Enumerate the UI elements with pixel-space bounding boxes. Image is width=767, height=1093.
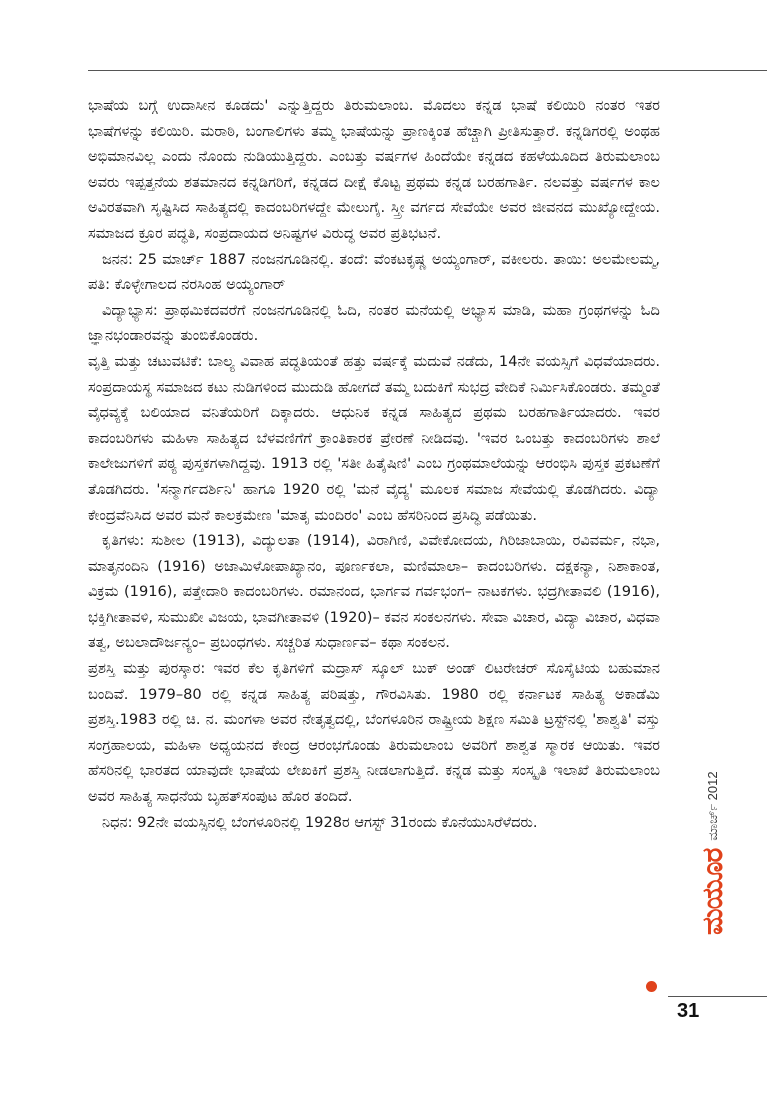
- birth-paragraph: ಜನನ: 25 ಮಾರ್ಚ್ 1887 ನಂಜನಗೂಡಿನಲ್ಲಿ. ತಂದೆ: ವೆಂಕಟಕೃಷ್ಣ ಅಯ್ಯಂಗಾರ್, ವಕೀಲರು. ತಾಯಿ: ಅಲಮೇಲಮ್ಮ, ಪತಿ: ಕೊಳ್ಳೇಗಾಲದ ನರಸಿಂಹ ಅಯ್ಯಂಗಾರ್: [88, 250, 660, 294]
- awards-paragraph: ಪ್ರಶಸ್ತಿ ಮತ್ತು ಪುರಸ್ಕಾರ: ಇವರ ಕೆಲ ಕೃತಿಗಳಿಗೆ ಮದ್ರಾಸ್ ಸ್ಕೂಲ್ ಬುಕ್ ಅಂಡ್ ಲಿಟರೇಚರ್ ಸೊಸೈಟಿಯ ಬಹುಮಾನ ಬಂದಿವೆ. 1979–80 ರಲ್ಲಿ ಕನ್ನಡ ಸಾಹಿತ್ಯ ಪರಿಷತ್ತು, ಗೌರವಿಸಿತು. 1980 ರಲ್ಲಿ ಕರ್ನಾಟಕ ಸಾಹಿತ್ಯ ಅಕಾಡೆಮಿ ಪ್ರಶಸ್ತಿ.1983 ರಲ್ಲಿ ಚಿ. ನ. ಮಂಗಳಾ ಅವರ ನೇತೃತ್ವದಲ್ಲಿ, ಬೆಂಗಳೂರಿನ ರಾಷ್ಟ್ರೀಯ ಶಿಕ್ಷಣ ಸಮಿತಿ ಟ್ರಸ್ಟ್‌ನಲ್ಲಿ 'ಶಾಶ್ವತಿ' ವಸ್ತು ಸಂಗ್ರಹಾಲಯ, ಮಹಿಳಾ ಅಧ್ಯಯನದ ಕೇಂದ್ರ ಆರಂಭಗೊಂಡು ತಿರುಮಲಾಂಬ ಅವರಿಗೆ ಶಾಶ್ವತ ಸ್ಮಾರಕ ಆಯಿತು. ಇವರ ಹೆಸರಿನಲ್ಲಿ ಭಾರತದ ಯಾವುದೇ ಭಾಷೆಯ ಲೇಖಕಿಗೆ ಪ್ರಶಸ್ತಿ ನೀಡಲಾಗುತ್ತಿದೆ. ಕನ್ನಡ ಮತ್ತು ಸಂಸ್ಕೃತಿ ಇಲಾಖೆ ತಿರುಮಲಾಂಬ ಅವರ ಸಾಹಿತ್ಯ ಸಾಧನೆಯ ಬೃಹತ್‌ಸಂಪುಟ ಹೊರ ತಂದಿದೆ.: [88, 660, 660, 806]
- magazine-name: ಮಯೂರ: [696, 848, 729, 935]
- page-number-rule: [668, 996, 767, 997]
- education-paragraph: ವಿದ್ಯಾಭ್ಯಾಸ: ಪ್ರಾಥಮಿಕದವರೆಗೆ ನಂಜನಗೂಡಿನಲ್ಲಿ ಓದಿ, ನಂತರ ಮನೆಯಲ್ಲಿ ಅಭ್ಯಾಸ ಮಾಡಿ, ಮಹಾ ಗ್ರಂಥಗಳನ್ನು ಓದಿ ಜ್ಞಾನಭಂಡಾರವನ್ನು ತುಂಬಿಕೊಂಡರು.: [88, 301, 660, 345]
- article-body: [88, 93, 660, 835]
- intro-paragraph: ಭಾಷೆಯ ಬಗ್ಗೆ ಉದಾಸೀನ ಕೂಡದು' ಎನ್ನುತ್ತಿದ್ದರು ತಿರುಮಲಾಂಬ. ಮೊದಲು ಕನ್ನಡ ಭಾಷೆ ಕಲಿಯಿರಿ ನಂತರ ಇತರ ಭಾಷೆಗಳನ್ನು ಕಲಿಯಿರಿ. ಮರಾಠಿ, ಬಂಗಾಲಿಗಳು ತಮ್ಮ ಭಾಷೆಯನ್ನು ಪ್ರಾಣಕ್ಕಿಂತ ಹೆಚ್ಚಾಗಿ ಪ್ರೀತಿಸುತ್ತಾರೆ. ಕನ್ನಡಿಗರಲ್ಲಿ ಅಂಥಹ ಅಭಿಮಾನವಿಲ್ಲ ಎಂದು ನೊಂದು ನುಡಿಯುತ್ತಿದ್ದರು. ಎಂಬತ್ತು ವರ್ಷಗಳ ಹಿಂದೆಯೇ ಕನ್ನಡದ ಕಹಳೆಯೂದಿದ ತಿರುಮಲಾಂಬ ಅವರು ಇಪ್ಪತ್ತನೆಯ ಶತಮಾನದ ಕನ್ನಡಿಗರಿಗೆ, ಕನ್ನಡದ ದೀಕ್ಷೆ ಕೊಟ್ಟ ಪ್ರಥಮ ಕನ್ನಡ ಬರಹಗಾರ್ತಿ. ನಲವತ್ತು ವರ್ಷಗಳ ಕಾಲ ಅವಿರತವಾಗಿ ಸೃಷ್ಟಿಸಿದ ಸಾಹಿತ್ಯದಲ್ಲಿ ಕಾದಂಬರಿಗಳದ್ದೇ ಮೇಲುಗೈ. ಸ್ತ್ರೀ ವರ್ಗದ ಸೇವೆಯೇ ಅವರ ಜೀವನದ ಮುಖ್ಯೋದ್ದೇಯ. ಸಮಾಜದ ಕ್ರೂರ ಪದ್ಧತಿ, ಸಂಪ್ರದಾಯದ ಅನಿಷ್ಟಗಳ ವಿರುದ್ಧ ಅವರ ಪ್ರತಿಭಟನೆ.: [88, 97, 660, 242]
- magazine-footer-vertical: [693, 771, 733, 935]
- page-number: 31: [677, 1000, 700, 1022]
- works-paragraph: ಕೃತಿಗಳು: ಸುಶೀಲ (1913), ವಿದ್ಯುಲತಾ (1914), ವಿರಾಗಿಣಿ, ವಿವೇಕೋದಯ, ಗಿರಿಜಾಬಾಯಿ, ರವಿವರ್ಮ, ನಭಾ, ಮಾತೃನಂದಿನಿ (1916) ಅಜಾಮಿಳೋಪಾಖ್ಯಾನಂ, ಪೂರ್ಣಕಲಾ, ಮಣಿಮಾಲಾ– ಕಾದಂಬರಿಗಳು. ದಕ್ಷಕನ್ಯಾ, ನಿಶಾಕಾಂತ, ವಿಕ್ರಮ (1916), ಪತ್ತೇದಾರಿ ಕಾದಂಬರಿಗಳು. ರಮಾನಂದ, ಭಾರ್ಗವ ಗರ್ವಭಂಗ– ನಾಟಕಗಳು. ಭದ್ರಗೀತಾವಲಿ (1916), ಭಕ್ತಿಗೀತಾವಳಿ, ಸುಮುಖೀ ವಿಜಯ, ಭಾವಗೀತಾವಳಿ (1920)– ಕವನ ಸಂಕಲನಗಳು. ಸೇವಾ ವಿಚಾರ, ವಿದ್ಯಾ ವಿಚಾರ, ವಿಧವಾ ತತ್ವ, ಅಬಲಾದೌರ್ಜನ್ಯಂ– ಪ್ರಬಂಧಗಳು. ಸಚ್ಚರಿತ ಸುಧಾರ್ಣವ– ಕಥಾ ಸಂಕಲನ.: [88, 532, 660, 652]
- issue-date: ಮಾರ್ಚ್ 2012: [705, 771, 720, 841]
- bullet-dot-icon: [646, 981, 657, 992]
- death-paragraph: ನಿಧನ: 92ನೇ ವಯಸ್ಸಿನಲ್ಲಿ ಬೆಂಗಳೂರಿನಲ್ಲಿ 1928ರ ಆಗಸ್ಟ್ 31ರಂದು ಕೊನೆಯುಸಿರೆಳೆದರು.: [102, 813, 538, 831]
- header-rule: [88, 70, 767, 71]
- career-paragraph: ವೃತ್ತಿ ಮತ್ತು ಚಟುವಟಿಕೆ: ಬಾಲ್ಯ ವಿವಾಹ ಪದ್ಧತಿಯಂತೆ ಹತ್ತು ವರ್ಷಕ್ಕೆ ಮದುವೆ ನಡೆದು, 14ನೇ ವಯಸ್ಸಿಗೆ ವಿಧವೆಯಾದರು. ಸಂಪ್ರದಾಯಸ್ಥ ಸಮಾಜದ ಕಟು ನುಡಿಗಳಿಂದ ಮುದುಡಿ ಹೋಗದೆ ತಮ್ಮ ಬದುಕಿಗೆ ಸುಭದ್ರ ವೇದಿಕೆ ನಿರ್ಮಿಸಿಕೊಂಡರು. ತಮ್ಮಂತೆ ವೈಧವ್ಯಕ್ಕೆ ಬಲಿಯಾದ ವನಿತೆಯರಿಗೆ ದಿಕ್ಕಾದರು. ಆಧುನಿಕ ಕನ್ನಡ ಸಾಹಿತ್ಯದ ಪ್ರಥಮ ಬರಹಗಾರ್ತಿಯಾದರು. ಇವರ ಕಾದಂಬರಿಗಳು ಮಹಿಳಾ ಸಾಹಿತ್ಯದ ಬೆಳವಣಿಗೆಗೆ ಕ್ರಾಂತಿಕಾರಕ ಪ್ರೇರಣೆ ನೀಡಿದವು. 'ಇವರ ಒಂಬತ್ತು ಕಾದಂಬರಿಗಳು ಶಾಲೆ ಕಾಲೇಜುಗಳಿಗೆ ಪಠ್ಯ ಪುಸ್ತಕಗಳಾಗಿದ್ದವು. 1913 ರಲ್ಲಿ 'ಸತೀ ಹಿತೈಷಿಣಿ' ಎಂಬ ಗ್ರಂಥಮಾಲೆಯನ್ನು ಆರಂಭಿಸಿ ಪುಸ್ತಕ ಪ್ರಕಟಣೆಗೆ ತೊಡಗಿದರು. 'ಸನ್ಮಾರ್ಗದರ್ಶಿನಿ' ಹಾಗೂ 1920 ರಲ್ಲಿ 'ಮನೆ ವೈದ್ಯ' ಮೂಲಕ ಸಮಾಜ ಸೇವೆಯಲ್ಲಿ ತೊಡಗಿದರು. ವಿದ್ಯಾ ಕೇಂದ್ರವೆನಿಸಿದ ಅವರ ಮನೆ ಕಾಲಕ್ರಮೇಣ 'ಮಾತೃ ಮಂದಿರಂ' ಎಂಬ ಹೆಸರಿನಿಂದ ಪ್ರಸಿದ್ಧಿ ಪಡೆಯಿತು.: [88, 352, 660, 524]
